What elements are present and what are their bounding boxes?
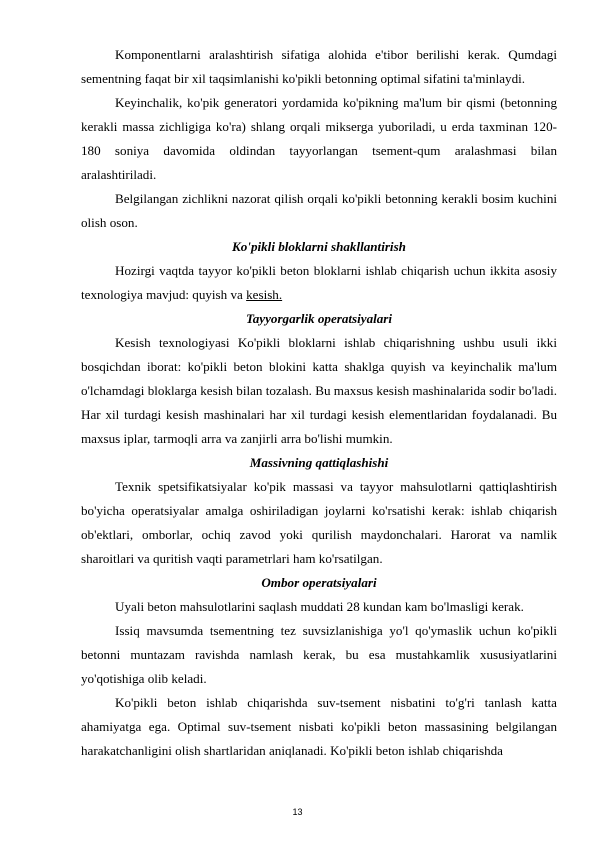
paragraph-cutting-technology: Kesish texnologiyasi Ko'pikli bloklarni ishlab chiqarishning ushbu usuli ikki bosqichdan iborat: ko'pikli beton blokini katta shaklga quyish va keyinchalik ma'lum o'lchamdagi bloklarga kesish bilan tozalash. Bu maxsus kesish mashinalarida sodir bo'ladi. Har xil turdagi kesish mashinalari har xil turdagi kesish elementlaridan foydalanadi. Bu maxsus iplar, tarmoqli arra va zanjirli arra bo'lishi mumkin. bbox=[81, 335, 557, 446]
paragraph-foam-generator: Keyinchalik, ko'pik generatori yordamida ko'pikning ma'lum bir qismi (betonning kerakli massa zichligiga ko'ra) shlang orqali mikserga yuboriladi, u erda taxminan 120-180 soniya davomida oldindan tayyorlangan tsement-qum aralashmasi bilan aralashtiriladi. bbox=[81, 95, 557, 182]
paragraph-density-control: Belgilangan zichlikni nazorat qilish orqali ko'pikli betonning kerakli bosim kuchini olish oson. bbox=[81, 191, 557, 230]
heading-preparatory-operations: Tayyorgarlik operatsiyalari bbox=[245, 311, 393, 326]
paragraph-technologies bbox=[81, 259, 557, 307]
document-body bbox=[81, 43, 557, 763]
paragraph-storage-period: Uyali beton mahsulotlarini saqlash muddati 28 kundan kam bo'lmasligi kerak. bbox=[115, 599, 524, 614]
paragraph-water-cement-ratio: Ko'pikli beton ishlab chiqarishda suv-tsement nisbatini to'g'ri tanlash katta ahamiyatga ega. Optimal suv-tsement nisbati ko'pikli beton massasining belgilangan harakatchanligini olish shartlaridan aniqlanadi. Ko'pikli beton ishlab chiqarishda bbox=[81, 695, 557, 758]
paragraph-hot-season: Issiq mavsumda tsementning tez suvsizlanishiga yo'l qo'ymaslik uchun ko'pikli betonni muntazam ravishda namlash kerak, bu esa mustahkamlik xususiyatlarini yo'qotishiga olib keladi. bbox=[81, 623, 557, 686]
heading-array-hardening: Massivning qattiqlashishi bbox=[249, 455, 389, 470]
heading-warehouse-operations: Ombor operatsiyalari bbox=[261, 575, 377, 590]
cutting-link[interactable]: kesish. bbox=[246, 287, 283, 302]
paragraph-technical-specifications: Texnik spetsifikatsiyalar ko'pik massasi va tayyor mahsulotlarni qattiqlashtirish bo'yicha operatsiyalar amalga oshiriladigan joylarni ko'rsatishi kerak: ishlab chiqarish ob'ektlari, omborlar, ochiq zavod yoki qurilish maydonchalari. Harorat va namlik sharoitlari va quritish vaqti parametrlari ham ko'rsatilgan. bbox=[81, 479, 557, 566]
paragraph-mixing-quality: Komponentlarni aralashtirish sifatiga alohida e'tibor berilishi kerak. Qumdagi sementning faqat bir xil taqsimlanishi ko'pikli betonning optimal sifatini ta'minlaydi. bbox=[81, 47, 557, 86]
page-number: 13 bbox=[292, 807, 303, 817]
paragraph-technologies-text: Hozirgi vaqtda tayyor ko'pikli beton bloklarni ishlab chiqarish uchun ikkita asosiy texnologiya mavjud: quyish va bbox=[81, 263, 557, 302]
heading-block-forming: Ko'pikli bloklarni shakllantirish bbox=[232, 239, 406, 254]
